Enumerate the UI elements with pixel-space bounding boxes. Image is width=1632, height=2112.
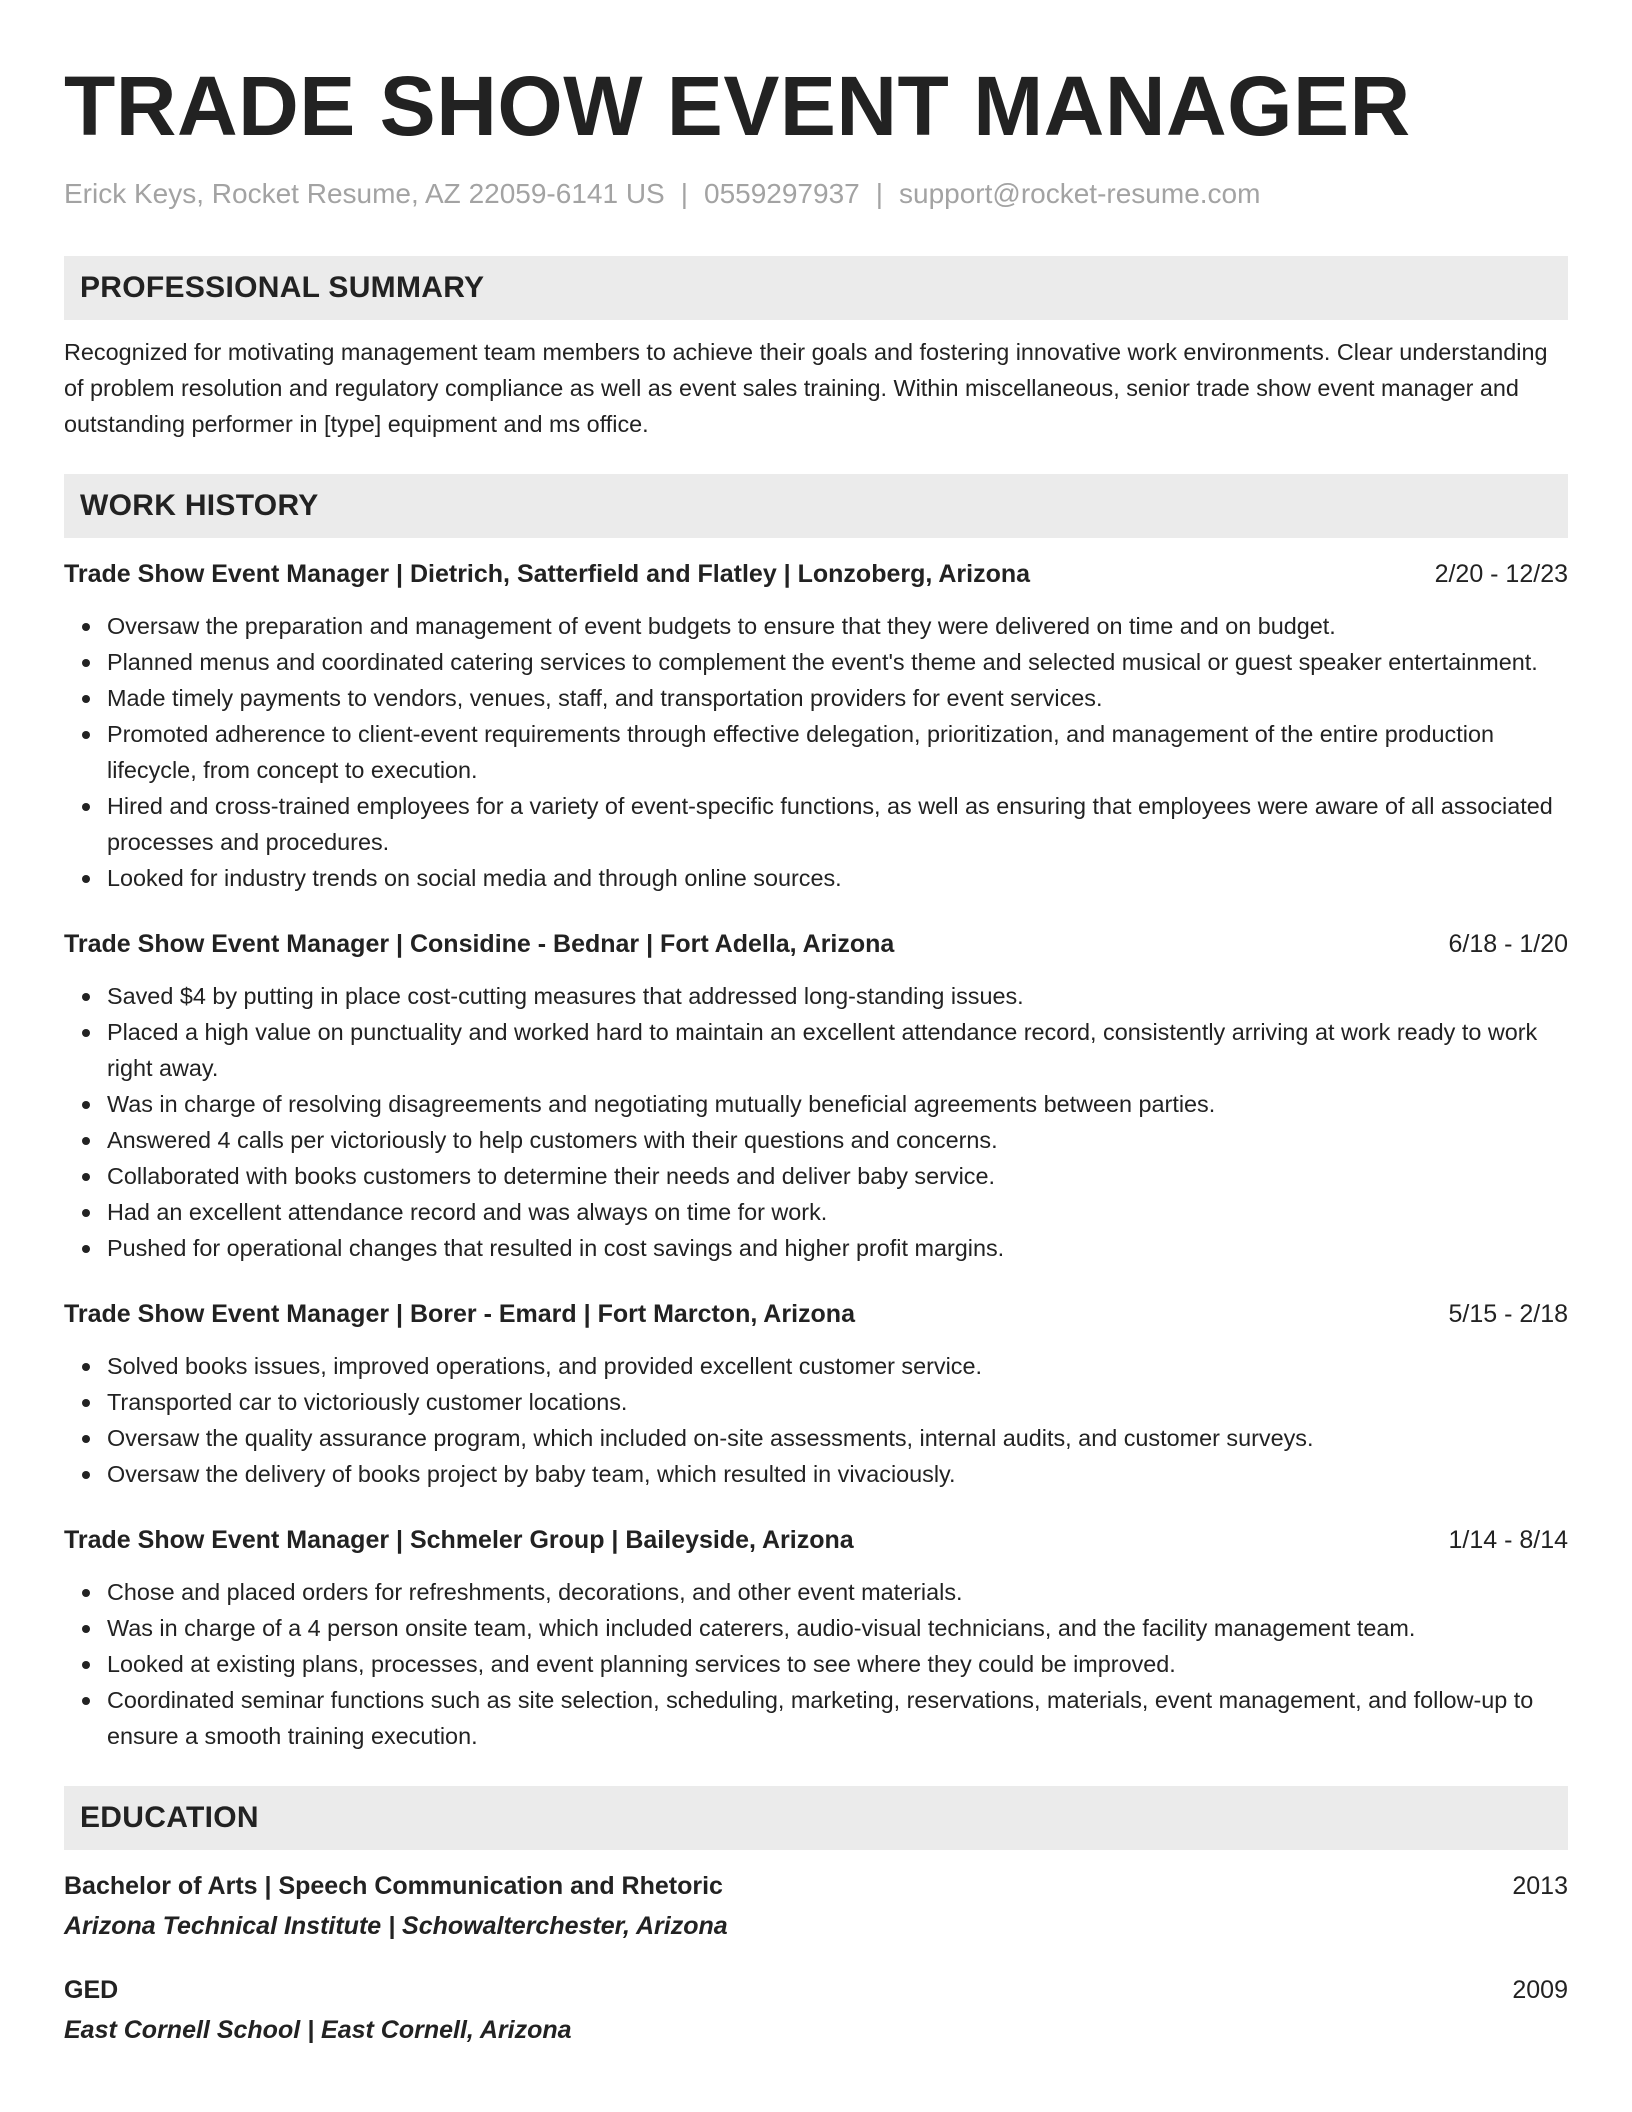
job-entry — [64, 556, 1568, 896]
bullet-item: Hired and cross-trained employees for a variety of event-specific functions, as well as ensuring that employees were aware of all associated processes and procedures. — [107, 788, 1568, 860]
bullet-item: Saved $4 by putting in place cost-cutting measures that addressed long-standing issues. — [107, 978, 1568, 1014]
bullet-item: Planned menus and coordinated catering services to complement the event's theme and selected musical or guest speaker entertainment. — [107, 644, 1568, 680]
resume-title: TRADE SHOW EVENT MANAGER — [64, 59, 1411, 153]
summary-text: Recognized for motivating management team members to achieve their goals and fostering innovative work environments. Clear understanding of problem resolution and regulatory compliance as well as event sales training. Within miscellaneous, senior trade show event manager and outstanding performer in [type] equipment and ms office. — [64, 339, 1548, 437]
section-header-summary — [64, 256, 1568, 320]
education-year: 2009 — [1512, 1976, 1568, 2004]
job-title: Trade Show Event Manager | Schmeler Group | Baileyside, Arizona — [64, 1526, 854, 1554]
job-header — [64, 1522, 1568, 1558]
bullet-item: Oversaw the quality assurance program, which included on-site assessments, internal audits, and customer surveys. — [107, 1420, 1568, 1456]
job-bullets — [64, 608, 1568, 896]
job-title: Trade Show Event Manager | Considine - Bednar | Fort Adella, Arizona — [64, 930, 895, 958]
bullet-item: Placed a high value on punctuality and worked hard to maintain an excellent attendance record, consistently arriving at work ready to work right away. — [107, 1014, 1568, 1086]
job-header — [64, 556, 1568, 592]
education-degree: GED — [64, 1976, 119, 2004]
job-bullets — [64, 1574, 1568, 1754]
contact-phone: 0559297937 — [704, 178, 860, 209]
bullet-item: Collaborated with books customers to determine their needs and deliver baby service. — [107, 1158, 1568, 1194]
education-school: East Cornell School | East Cornell, Arizona — [64, 2016, 572, 2044]
education-entry — [64, 1972, 1568, 2048]
bullet-item: Was in charge of resolving disagreements and negotiating mutually beneficial agreements between parties. — [107, 1086, 1568, 1122]
bullet-item: Looked at existing plans, processes, and event planning services to see where they could be improved. — [107, 1646, 1568, 1682]
bullet-item: Promoted adherence to client-event requirements through effective delegation, prioritization, and management of the entire production lifecycle, from concept to execution. — [107, 716, 1568, 788]
bullet-item: Coordinated seminar functions such as site selection, scheduling, marketing, reservations, materials, event management, and follow-up to ensure a smooth training execution. — [107, 1682, 1568, 1754]
section-heading: EDUCATION — [80, 1801, 259, 1834]
job-entry — [64, 1522, 1568, 1754]
contact-separator: | — [875, 178, 884, 209]
education-year: 2013 — [1512, 1872, 1568, 1900]
job-header — [64, 926, 1568, 962]
job-title: Trade Show Event Manager | Borer - Emard | Fort Marcton, Arizona — [64, 1300, 855, 1328]
contact-line — [64, 176, 1568, 212]
job-dates: 1/14 - 8/14 — [1448, 1526, 1568, 1554]
section-heading: PROFESSIONAL SUMMARY — [80, 271, 485, 304]
job-dates: 2/20 - 12/23 — [1434, 560, 1568, 588]
section-heading: WORK HISTORY — [80, 489, 319, 522]
bullet-item: Looked for industry trends on social media and through online sources. — [107, 860, 1568, 896]
job-entry — [64, 1296, 1568, 1492]
education-header — [64, 1972, 1568, 2008]
job-dates: 6/18 - 1/20 — [1448, 930, 1568, 958]
job-entry — [64, 926, 1568, 1266]
education-school: Arizona Technical Institute | Schowalterchester, Arizona — [64, 1912, 728, 1940]
bullet-item: Transported car to victoriously customer locations. — [107, 1384, 1568, 1420]
bullet-item: Was in charge of a 4 person onsite team, which included caterers, audio-visual technicians, and the facility management team. — [107, 1610, 1568, 1646]
job-title: Trade Show Event Manager | Dietrich, Satterfield and Flatley | Lonzoberg, Arizona — [64, 560, 1031, 588]
contact-separator: | — [680, 178, 688, 209]
bullet-item: Solved books issues, improved operations, and provided excellent customer service. — [107, 1348, 1568, 1384]
contact-email: support@rocket-resume.com — [899, 178, 1261, 209]
bullet-item: Made timely payments to vendors, venues, staff, and transportation providers for event services. — [107, 680, 1568, 716]
bullet-item: Answered 4 calls per victoriously to help customers with their questions and concerns. — [107, 1122, 1568, 1158]
education-header — [64, 1868, 1568, 1904]
bullet-item: Had an excellent attendance record and was always on time for work. — [107, 1194, 1568, 1230]
job-bullets — [64, 978, 1568, 1266]
education-degree: Bachelor of Arts | Speech Communication and Rhetoric — [64, 1872, 723, 1900]
section-header-work-history — [64, 474, 1568, 538]
education-entry — [64, 1868, 1568, 1944]
contact-address: Erick Keys, Rocket Resume, AZ 22059-6141 US — [64, 178, 665, 209]
bullet-item: Chose and placed orders for refreshments, decorations, and other event materials. — [107, 1574, 1568, 1610]
job-bullets — [64, 1348, 1568, 1492]
bullet-item: Oversaw the preparation and management of event budgets to ensure that they were delivered on time and on budget. — [107, 608, 1568, 644]
bullet-item: Oversaw the delivery of books project by baby team, which resulted in vivaciously. — [107, 1456, 1568, 1492]
bullet-item: Pushed for operational changes that resulted in cost savings and higher profit margins. — [107, 1230, 1568, 1266]
job-header — [64, 1296, 1568, 1332]
job-dates: 5/15 - 2/18 — [1448, 1300, 1568, 1328]
section-header-education — [64, 1786, 1568, 1850]
